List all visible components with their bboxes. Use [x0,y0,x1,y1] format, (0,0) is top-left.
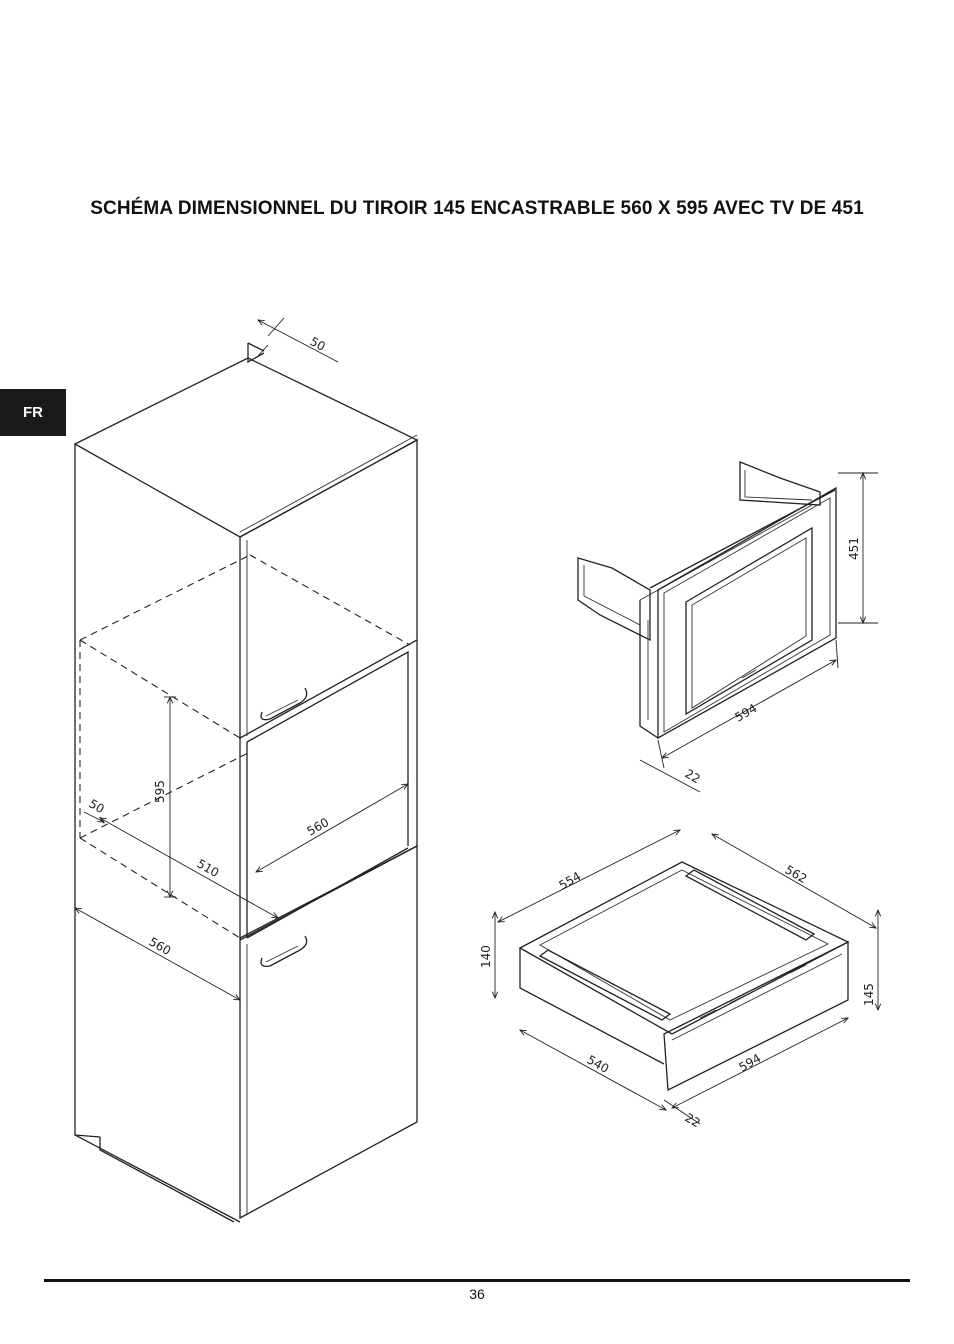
dim-drawer-body-width: 540 [584,1052,612,1077]
dim-tv-width: 594 [732,701,760,725]
dim-drawer-depth-side: 562 [782,862,810,887]
dim-drawer-depth-top: 554 [556,869,584,893]
dim-niche-width: 560 [304,815,332,839]
footer-rule [44,1279,910,1282]
language-tab: FR [0,389,66,436]
dim-tv-height: 451 [847,537,861,560]
cabinet-drawing [75,318,417,1222]
dim-tv-depth: 22 [682,766,703,787]
page-number: 36 [469,1286,485,1302]
dim-niche-height: 595 [153,780,167,803]
dim-top-depth: 50 [307,334,328,354]
dim-niche-depth: 510 [194,856,222,881]
dim-left-offset: 50 [86,796,107,817]
dim-drawer-front-width: 594 [736,1051,764,1075]
dim-drawer-front-height: 145 [862,983,876,1006]
drawer-drawing [479,830,878,1130]
dim-cabinet-width: 560 [146,934,174,959]
page-title: SCHÉMA DIMENSIONNEL DU TIROIR 145 ENCASTRABLE 560 X 595 AVEC TV DE 451 [90,198,864,219]
dim-drawer-front-depth: 22 [682,1110,703,1131]
dim-drawer-body-height: 140 [479,945,493,968]
tv-unit-drawing [578,462,878,792]
